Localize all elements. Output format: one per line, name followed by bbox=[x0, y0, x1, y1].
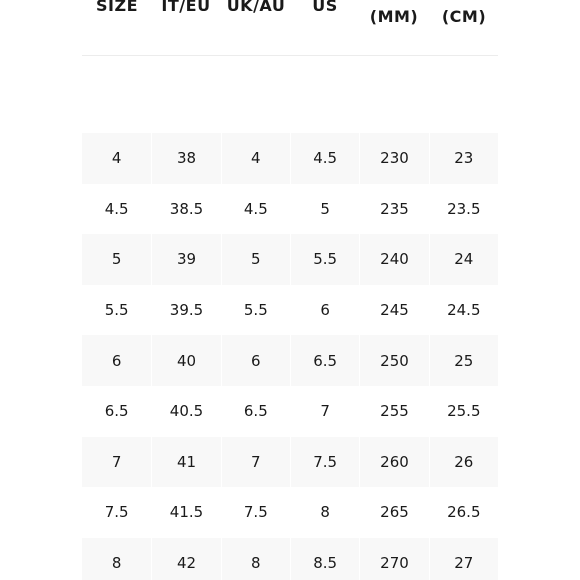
table-cell: 5.5 bbox=[104, 301, 129, 320]
table-cell: 41.5 bbox=[151, 487, 220, 538]
table-cell: 230 bbox=[359, 133, 428, 184]
table-cell: 7 bbox=[221, 437, 290, 488]
table-cell: 8 bbox=[111, 554, 122, 573]
table-cell: 38 bbox=[151, 133, 220, 184]
table-cell: 4 bbox=[111, 149, 122, 168]
column-header-size: SIZE bbox=[95, 0, 138, 15]
table-cell: 39 bbox=[151, 234, 220, 285]
table-row bbox=[82, 234, 498, 285]
table-cell: 4.5 bbox=[221, 184, 290, 235]
column-header-cm: (CM) bbox=[441, 7, 487, 26]
table-cell: 38.5 bbox=[151, 184, 220, 235]
column-header-mm: (MM) bbox=[369, 7, 419, 26]
table-cell: 6.5 bbox=[104, 402, 129, 421]
table-cell: 5 bbox=[111, 250, 122, 269]
table-row bbox=[82, 386, 498, 437]
table-row bbox=[82, 184, 498, 235]
table-cell: 8.5 bbox=[290, 538, 359, 580]
column-header-it-eu: IT/EU bbox=[161, 0, 211, 15]
table-cell: 42 bbox=[151, 538, 220, 580]
table-cell: 6.5 bbox=[221, 386, 290, 437]
table-cell: 5.5 bbox=[221, 285, 290, 336]
table-cell: 27 bbox=[429, 538, 498, 580]
table-cell: 26.5 bbox=[429, 487, 498, 538]
table-cell: 23 bbox=[429, 133, 498, 184]
table-cell: 235 bbox=[359, 184, 428, 235]
table-cell: 24 bbox=[429, 234, 498, 285]
table-cell: 5 bbox=[290, 184, 359, 235]
table-cell: 4.5 bbox=[104, 199, 129, 218]
table-row bbox=[82, 285, 498, 336]
table-cell: 6 bbox=[221, 335, 290, 386]
table-cell: 6 bbox=[111, 351, 122, 370]
table-row bbox=[82, 538, 498, 580]
table-cell: 7.5 bbox=[104, 503, 129, 522]
table-cell: 7 bbox=[111, 452, 122, 471]
table-cell: 39.5 bbox=[151, 285, 220, 336]
table-cell: 8 bbox=[221, 538, 290, 580]
table-cell: 250 bbox=[359, 335, 428, 386]
table-cell: 6 bbox=[290, 285, 359, 336]
table-row bbox=[82, 133, 498, 184]
table-cell: 23.5 bbox=[429, 184, 498, 235]
table-body bbox=[82, 133, 498, 580]
table-cell: 41 bbox=[151, 437, 220, 488]
table-cell: 4 bbox=[221, 133, 290, 184]
column-header-us: US bbox=[312, 0, 338, 15]
table-cell: 245 bbox=[359, 285, 428, 336]
table-cell: 265 bbox=[359, 487, 428, 538]
table-cell: 4.5 bbox=[290, 133, 359, 184]
table-cell: 7 bbox=[290, 386, 359, 437]
table-cell: 26 bbox=[429, 437, 498, 488]
table-cell: 24.5 bbox=[429, 285, 498, 336]
table-cell: 25.5 bbox=[429, 386, 498, 437]
table-cell: 260 bbox=[359, 437, 428, 488]
table-row bbox=[82, 487, 498, 538]
table-cell: 6.5 bbox=[290, 335, 359, 386]
size-chart-table bbox=[82, 0, 498, 580]
table-cell: 25 bbox=[429, 335, 498, 386]
table-cell: 240 bbox=[359, 234, 428, 285]
table-cell: 40.5 bbox=[151, 386, 220, 437]
table-row bbox=[82, 437, 498, 488]
table-cell: 7.5 bbox=[290, 437, 359, 488]
column-header-uk-au: UK/AU bbox=[226, 0, 286, 15]
table-cell: 8 bbox=[290, 487, 359, 538]
table-cell: 7.5 bbox=[221, 487, 290, 538]
table-cell: 255 bbox=[359, 386, 428, 437]
table-row bbox=[82, 335, 498, 386]
table-cell: 270 bbox=[359, 538, 428, 580]
table-cell: 5 bbox=[221, 234, 290, 285]
table-header bbox=[82, 0, 498, 56]
table-cell: 5.5 bbox=[290, 234, 359, 285]
table-cell: 40 bbox=[151, 335, 220, 386]
